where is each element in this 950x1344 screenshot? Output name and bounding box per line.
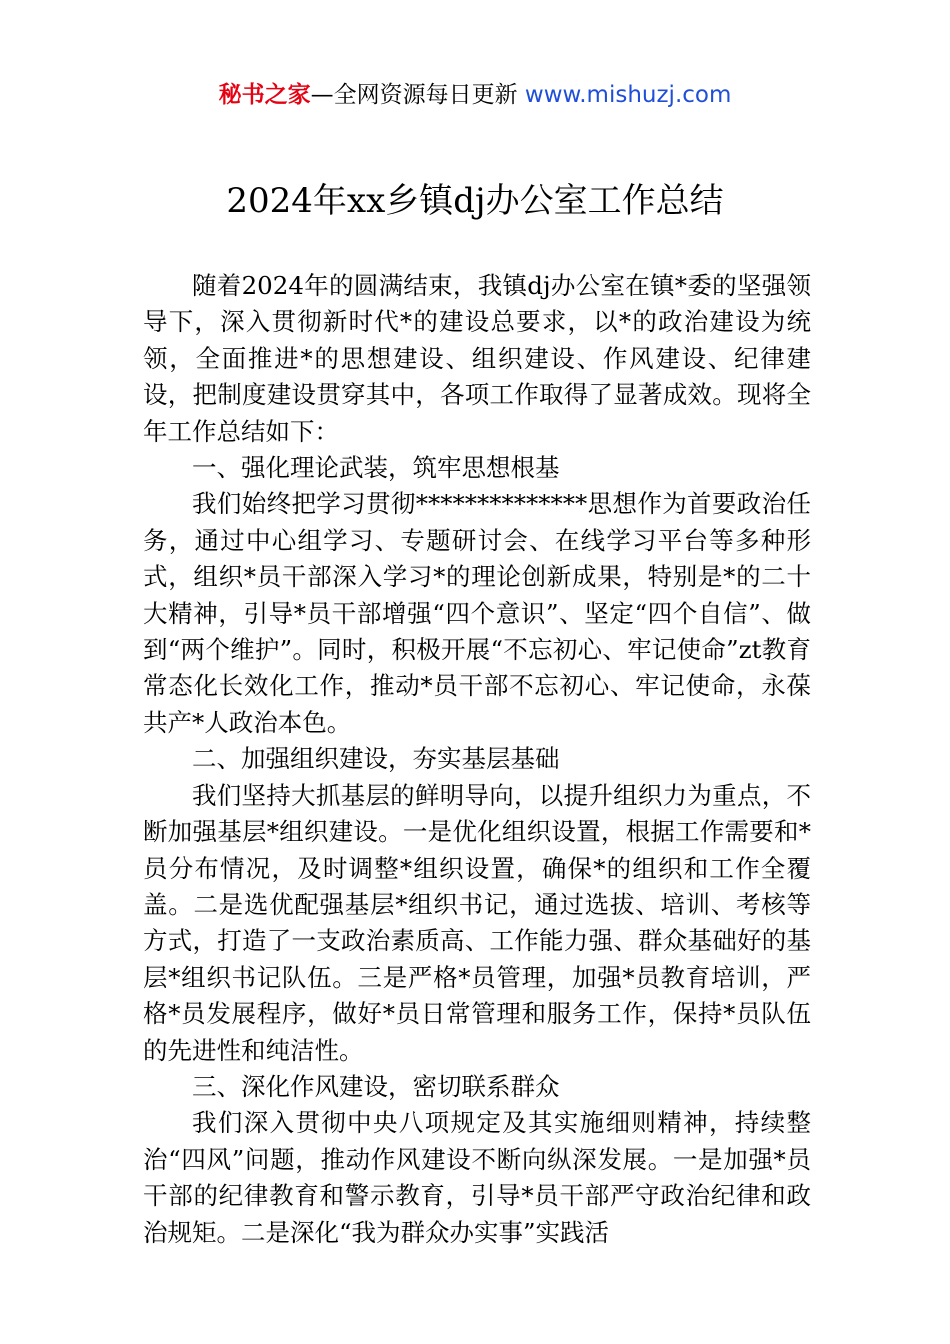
section-heading-2: 二、加强组织建设，夯实基层基础 [192,744,560,774]
document-title: 2024年xx乡镇dj办公室工作总结 [226,181,724,221]
site-tagline: —全网资源每日更新 [310,82,518,108]
site-brand: 秘书之家 [218,82,311,108]
intro-paragraph: 随着2024年的圆满结束，我镇dj办公室在镇*委的坚强领导下，深入贯彻新时代*的建设总要求，以*的政治建设为统领，全面推进*的思想建设、组织建设、作风建设、纪律建设，把制度建设贯穿其中，各项工作取得了显著成效。现将全年工作总结如下： [143,271,811,446]
section-paragraph-2: 我们坚持大抓基层的鲜明导向，以提升组织力为重点，不断加强基层*组织建设。一是优化组织设置，根据工作需要和*员分布情况，及时调整*组织设置，确保*的组织和工作全覆盖。二是选优配强基层*组织书记，通过选拔、培训、考核等方式，打造了一支政治素质高、工作能力强、群众基础好的基层*组织书记队伍。三是严格*员管理，加强*员教育培训，严格*员发展程序，做好*员日常管理和服务工作，保持*员队伍的先进性和纯洁性。 [143,780,811,1065]
site-url-link[interactable]: www.mishuzj.com [524,82,732,108]
section-heading-1: 一、强化理论武装，筑牢思想根基 [192,453,560,483]
section-paragraph-1: 我们始终把学习贯彻**************思想作为首要政治任务，通过中心组学习、专题研讨会、在线学习平台等多种形式，组织*员干部深入学习*的理论创新成果，特别是*的二十大精神，引导*员干部增强“四个意识”、坚定“四个自信”、做到“两个维护”。同时，积极开展“不忘初心、牢记使命”zt教育常态化长效化工作，推动*员干部不忘初心、牢记使命，永葆共产*人政治本色。 [143,489,811,737]
document-body [143,268,811,1251]
site-header [0,78,950,112]
section-paragraph-3: 我们深入贯彻中央八项规定及其实施细则精神，持续整治“四风”问题，推动作风建设不断向纵深发展。一是加强*员干部的纪律教育和警示教育，引导*员干部严守政治纪律和政治规矩。二是深化“我为群众办实事”实践活 [143,1108,811,1247]
section-heading-3: 三、深化作风建设，密切联系群众 [192,1071,560,1101]
